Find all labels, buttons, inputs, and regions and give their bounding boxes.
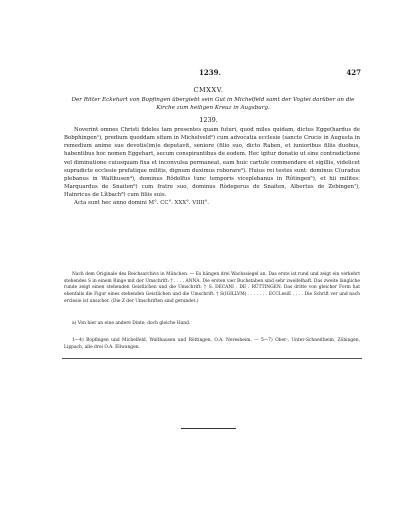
source-note xyxy=(64,272,360,306)
footnote-rule xyxy=(62,358,362,359)
document-summary: Der Ritter Eckehart von Bopfingen übergiebt sein Gut in Michelfeld samt der Vogtei darüber an die Kirche zum heiligen Kreuz in Augsburg. xyxy=(71,97,355,111)
footnote-places xyxy=(64,338,360,351)
footnote-places-text: 1—4) Bopfingen und Michelfeld, Walthausen und Röttingen, O.A. Neresheim. — 5—7) Ober-, Unter-Schneitheim, Zöbingen, Lippach, alle drei O.A. Ellwangen. xyxy=(64,338,360,350)
document-number: CMXXV. xyxy=(193,86,224,94)
document-date: 1239. xyxy=(199,116,218,124)
charter-paragraph: Noverint omnes Christi fideles tam presentes quam futuri, quod miles quidam, dictus Egge(hardus de Bobphingen¹), predium quoddam situm in Michelveld²) cum advocatia ecclesie (sancte Crucis in Augusta in remedium anime sue devotis(im)e deputavit, seniore (filio suo, dicto Raben, et iunioribus filiis duobus, habentibus hoc nomen Eggehart, secum conspirantibus de eodem. Hec igitur donatio ut sine contradictione vel diminutione cuiusquam fixa et inconvulsa permaneat, eam huic cartule commendare et sigillis, videlicet supradicte ecclesie prefatique militis, dignum duximus roborare³). Huius rei testes sunt: dominus C(uradus plebanus in Walthusen⁴), dominus Rŏdolfus tunc temporis viceplebanus in Rôtingen⁵), et hii milites: Marquardus de Snaiten⁶) cum fratre suo, dominus Rŏdegerus de Snaiten, Albertus de Zebingen⁷), Hainricus de Lîtbach⁸) cum filiis suis. xyxy=(64,127,360,199)
source-note-text: Nach dem Originale des Reichsarchivs in München. — Es hängen drei Wachssiegel an. Das erste ist rund und zeigt ein verkehrt stehendes S in einem Ringe mit der Umschrift: † . . . . ANNA. Die ersten vier Buchstaben sind sehr zweifelhaft. Das zweite längliche runde zeigt einen stehenden Geistlichen und die Umschrift: † S. DECANI . DE . RÛTTINGEN. Das dritte von gleicher Form hat ebenfalls die Figur eines stehenden Geistlichen und die Umschrift: † S(IGILLVM) . . . . . . . ECCLesiE . . . . Die Schrift ver und nach erclesie ist unsicher. (Die Z der Umschriften sind gerundet.) xyxy=(64,272,360,304)
section-divider xyxy=(181,428,236,429)
running-head-year: 1239. xyxy=(199,68,221,77)
footnote-a xyxy=(64,321,360,328)
footnote-a-text: a) Von hier an eine andere Dinte, doch gleiche Hand. xyxy=(72,321,191,326)
charter-text xyxy=(64,126,360,208)
page-number: 427 xyxy=(346,68,361,77)
charter-dating-clause: Acta sunt hec anno domini M°. CC°. XXX°. VIIII°. xyxy=(74,200,210,207)
